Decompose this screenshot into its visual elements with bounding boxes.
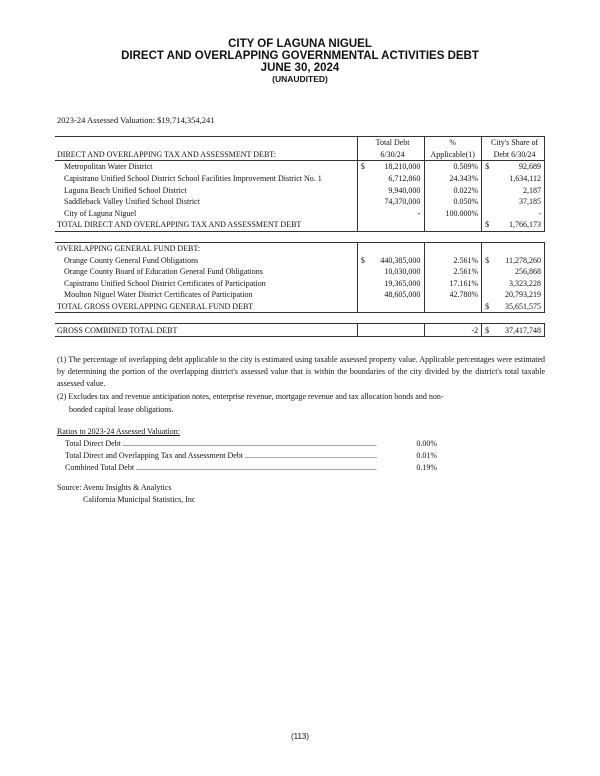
table-row <box>55 161 545 173</box>
row-currency-symbol <box>357 289 370 301</box>
row-pct-applicable: 42.780% <box>425 289 482 301</box>
row-share-symbol <box>482 208 495 220</box>
report-title: DIRECT AND OVERLAPPING GOVERNMENTAL ACTIVITIES DEBT <box>121 50 479 62</box>
total-row <box>55 301 545 313</box>
total-row <box>55 324 545 337</box>
row-city-share: 1,634,112 <box>494 173 544 185</box>
total-share-symbol: $ <box>482 301 495 313</box>
row-total-debt: 74,370,000 <box>384 197 421 207</box>
total-pct: -2 <box>425 324 482 337</box>
row-city-share: 2,187 <box>494 184 544 196</box>
row-city-share: 92,689 <box>494 161 544 173</box>
row-currency-symbol <box>357 184 370 196</box>
ratio-value: 0.01% <box>416 451 437 460</box>
row-share-symbol: $ <box>482 254 495 266</box>
row-pct-applicable: 17.161% <box>425 278 482 290</box>
debt-table <box>55 136 545 337</box>
row-currency-symbol: $ <box>357 254 370 266</box>
row-currency-symbol <box>357 266 370 278</box>
table-row <box>55 196 545 208</box>
table-row <box>55 173 545 185</box>
row-total-debt: 48,605,000 <box>384 290 421 300</box>
row-total-debt: 18,210,000 <box>384 162 421 172</box>
row-share-symbol <box>482 278 495 290</box>
ratios-title: Ratios to 2023-24 Assessed Valuation: <box>57 427 180 436</box>
row-currency-symbol: $ <box>357 161 370 173</box>
ratio-label: Total Direct and Overlapping Tax and Assessment Debt ..... <box>65 450 377 462</box>
col-header-share: City's Share of <box>482 137 545 149</box>
row-share-symbol <box>482 289 495 301</box>
section-title-row <box>55 242 545 254</box>
row-total-debt: 10,030,000 <box>384 267 421 277</box>
row-city-share: 37,185 <box>494 196 544 208</box>
spacer-row <box>55 231 545 242</box>
row-share-symbol <box>482 173 495 185</box>
table-header-row-2 <box>55 149 545 161</box>
row-label: Laguna Beach Unified School District <box>64 185 187 195</box>
ratios-section <box>57 426 437 474</box>
source-line-1: Source: Avenu Insights & Analytics <box>57 483 172 492</box>
row-city-share: 20,793,219 <box>494 289 544 301</box>
section1-title: DIRECT AND OVERLAPPING TAX AND ASSESSMENT DEBT: <box>55 149 357 161</box>
total-label: TOTAL GROSS OVERLAPPING GENERAL FUND DEBT <box>55 301 357 313</box>
footnote-2: (2) Excludes tax and revenue anticipation notes, enterprise revenue, mortgage revenue and tax allocation bonds and non- <box>57 392 444 401</box>
table-row <box>55 278 545 290</box>
row-pct-applicable: 2.561% <box>425 266 482 278</box>
source-line-2: California Municipal Statistics, Inc <box>83 495 196 504</box>
row-label: Orange County Board of Education General Fund Obligations <box>64 267 263 277</box>
row-city-share: 3,323,228 <box>494 278 544 290</box>
table-header-row-1 <box>55 137 545 149</box>
row-total-debt: 6,712,860 <box>388 174 421 184</box>
row-total-debt: 19,365,000 <box>384 278 421 288</box>
row-pct-applicable: 0.509% <box>425 161 482 173</box>
footnotes <box>57 354 545 417</box>
row-label: Metropolitan Water District <box>64 162 153 172</box>
col-header-applicable: Applicable(1) <box>425 149 482 161</box>
row-share-symbol: $ <box>482 161 495 173</box>
ratio-value: 0.00% <box>416 439 437 448</box>
assessed-valuation: 2023-24 Assessed Valuation: $19,714,354,241 <box>57 115 215 125</box>
ratio-row <box>57 438 437 450</box>
footnote-2-continued: bonded capital lease obligations. <box>69 405 174 414</box>
ratio-label: Combined Total Debt ..... <box>65 462 377 474</box>
footnote-1: (1) The percentage of overlapping debt applicable to the city is estimated using taxable assessed property value. Applicable percentages were estimated by determining the portion of the overlapping district's assessed value that is within the boundaries of the city divided by the district's total taxable assessed value. <box>57 355 545 388</box>
total-city-share: 1,766,173 <box>494 219 544 231</box>
row-currency-symbol <box>357 196 370 208</box>
row-currency-symbol <box>357 173 370 185</box>
total-share-symbol: $ <box>482 324 495 337</box>
row-city-share: 11,278,260 <box>494 254 544 266</box>
spacer-row <box>55 313 545 324</box>
total-city-share: 37,417,748 <box>494 324 544 337</box>
row-pct-applicable: 0.050% <box>425 196 482 208</box>
row-share-symbol <box>482 266 495 278</box>
row-share-symbol <box>482 184 495 196</box>
col-header-total-debt: Total Debt <box>357 137 424 149</box>
total-label: TOTAL DIRECT AND OVERLAPPING TAX AND ASSESSMENT DEBT <box>55 219 357 231</box>
col-header-share-date: Debt 6/30/24 <box>482 149 545 161</box>
row-total-debt: 9,940,000 <box>388 185 421 195</box>
row-pct-applicable: 0.022% <box>425 184 482 196</box>
city-name: CITY OF LAGUNA NIGUEL <box>228 38 372 50</box>
row-label: Capistrano Unified School District Certificates of Participation <box>64 278 266 288</box>
row-label: Orange County General Fund Obligations <box>64 255 199 265</box>
row-label: Capistrano Unified School District School Facilities Improvement District No. 1 <box>64 174 322 184</box>
total-city-share: 35,651,575 <box>494 301 544 313</box>
row-total-debt: 440,385,000 <box>380 255 421 265</box>
section2-title: OVERLAPPING GENERAL FUND DEBT: <box>55 242 357 254</box>
row-currency-symbol <box>357 208 370 220</box>
page-number: (113) <box>290 732 310 741</box>
table-row <box>55 184 545 196</box>
table-row <box>55 289 545 301</box>
table-row <box>55 254 545 266</box>
table-row <box>55 208 545 220</box>
row-city-share: 256,868 <box>494 266 544 278</box>
report-status: (UNAUDITED) <box>272 74 328 84</box>
row-label: City of Laguna Niguel <box>64 208 137 218</box>
row-total-debt: - <box>417 208 421 218</box>
source-note <box>57 482 195 506</box>
row-currency-symbol <box>357 278 370 290</box>
total-row <box>55 219 545 231</box>
row-pct-applicable: 2.561% <box>425 254 482 266</box>
row-city-share: - <box>494 208 544 220</box>
table-row <box>55 266 545 278</box>
ratio-label: Total Direct Debt ..... <box>65 438 377 450</box>
report-header <box>0 38 600 85</box>
total-label: GROSS COMBINED TOTAL DEBT <box>55 324 357 337</box>
ratio-row <box>57 462 437 474</box>
col-header-total-date: 6/30/24 <box>357 149 424 161</box>
row-pct-applicable: 24.343% <box>425 173 482 185</box>
row-share-symbol <box>482 196 495 208</box>
col-header-pct: % <box>425 137 482 149</box>
row-label: Moulton Niguel Water District Certificates of Participation <box>64 290 253 300</box>
row-label: Saddleback Valley Unified School District <box>64 197 200 207</box>
report-date: JUNE 30, 2024 <box>260 62 340 74</box>
ratio-value: 0.19% <box>416 463 437 472</box>
row-pct-applicable: 100.000% <box>425 208 482 220</box>
ratio-row <box>57 450 437 462</box>
total-share-symbol: $ <box>482 219 495 231</box>
